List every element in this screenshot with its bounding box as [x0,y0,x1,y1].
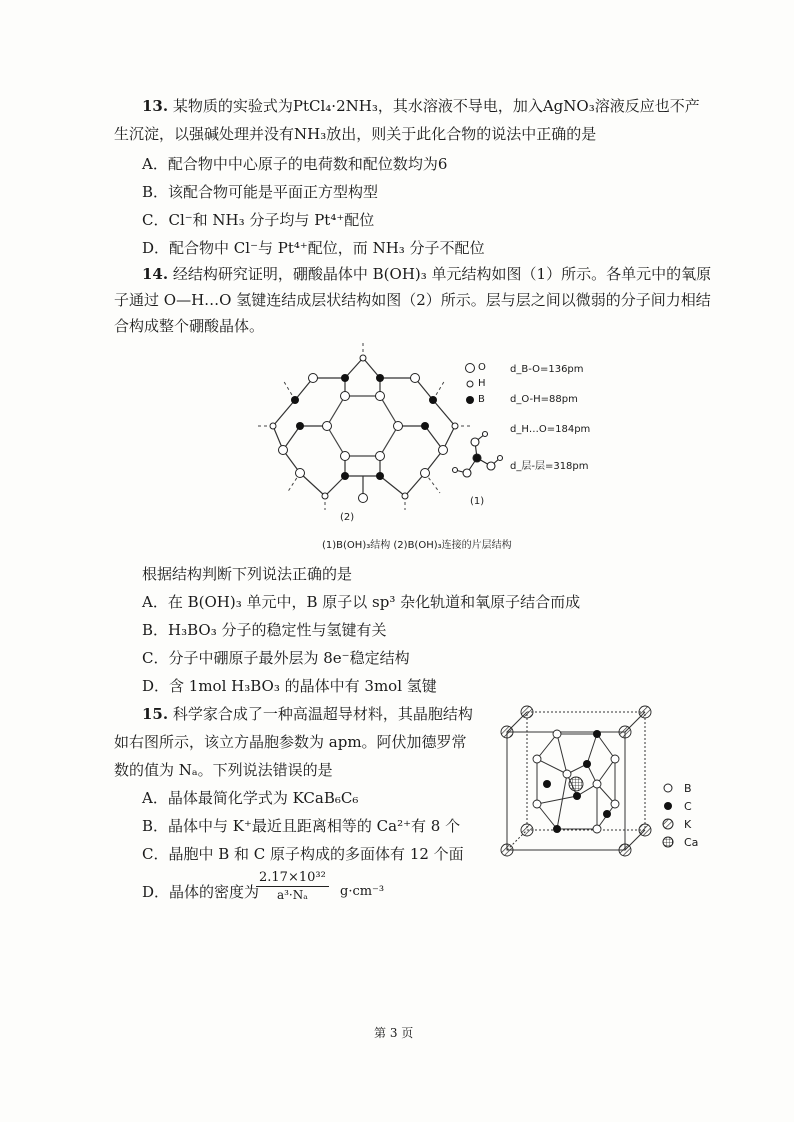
q14-option-d: D．含 1mol H₃BO₃ 的晶体中有 3mol 氢键 [142,677,437,695]
fraction-numerator: 2.17×10³² [256,870,329,887]
legend-label-b: B [478,394,485,405]
fraction-denominator: a³·Nₐ [276,888,308,902]
q15-number: 15. [142,705,169,723]
q14-option-a: A．在 B(OH)₃ 单元中，B 原子以 sp³ 杂化轨道和氧原子结合而成 [142,593,581,611]
distance-o-h: d_O-H=88pm [510,394,578,405]
legend-label-o: O [478,362,486,373]
q15-density-fraction [256,870,329,903]
distance-b-o: d_B-O=136pm [510,364,584,375]
figure-label-1: (1) [470,496,485,507]
crystal-legend-b: B [684,782,692,795]
q14-stem-line1: 14. 经结构研究证明，硼酸晶体中 B(OH)₃ 单元结构如图（1）所示。各单元中的氧原 [142,265,712,283]
q13-option-b: B．该配合物可能是平面正方型构型 [142,183,379,201]
q13-option-d: D．配合物中 Cl⁻与 Pt⁴⁺配位，而 NH₃ 分子不配位 [142,239,485,257]
q13-option-a: A．配合物中中心原子的电荷数和配位数均为6 [142,155,448,173]
q14-option-c: C．分子中硼原子最外层为 8e⁻稳定结构 [142,649,410,667]
crystal-legend-k: K [684,818,692,831]
q13-stem-line1: 13. 某物质的实验式为PtCl₄·2NH₃，其水溶液不导电，加入AgNO₃溶液反应也不产 [142,97,700,115]
q14-stem-line3: 合构成整个硼酸晶体。 [114,317,265,335]
q15-stem-line1: 15. 科学家合成了一种高温超导材料，其晶胞结构 [142,705,473,723]
crystal-cell-figure [497,704,657,864]
q15-stem-line3: 数的值为 Nₐ。下列说法错误的是 [114,761,333,779]
distance-layer: d_层-层=318pm [510,461,589,472]
boric-acid-unit-diagram [453,432,503,478]
q15-stem-line2: 如右图所示，该立方晶胞参数为 apm。阿伏加德罗常 [114,733,467,751]
q14-number: 14. [142,265,169,283]
q15-option-b: B．晶体中与 K⁺最近且距离相等的 Ca²⁺有 8 个 [142,817,461,835]
q15-density-unit: g·cm⁻³ [340,884,385,899]
q15-option-c: C．晶胞中 B 和 C 原子构成的多面体有 12 个面 [142,845,464,863]
crystal-legend-ca: Ca [684,836,699,849]
q14-lead: 根据结构判断下列说法正确的是 [142,565,353,583]
q13-option-c: C．Cl⁻和 NH₃ 分子均与 Pt⁴⁺配位 [142,211,375,229]
figure-label-2: (2) [340,512,355,523]
q14-option-b: B．H₃BO₃ 分子的稳定性与氢键有关 [142,621,387,639]
figure-caption: (1)B(OH)₃结构 (2)B(OH)₃连接的片层结构 [322,540,512,551]
crystal-legend [660,782,680,852]
q15-option-a: A．晶体最简化学式为 KCaB₆C₆ [142,789,359,807]
page-number: 第 3 页 [374,1026,414,1040]
q15-option-d-prefix: D．晶体的密度为 [142,883,260,901]
q13-number: 13. [142,97,169,115]
legend-label-h: H [478,378,486,389]
boric-acid-legend [466,364,475,405]
q14-stem-line2: 子通过 O—H…O 氢键连结成层状结构如图（2）所示。层与层之间以微弱的分子间力相结 [114,291,711,309]
distance-h-o: d_H…O=184pm [510,424,591,435]
crystal-legend-c: C [684,800,692,813]
q13-stem-line2: 生沉淀，以强碱处理并没有NH₃放出，则关于此化合物的说法中正确的是 [114,125,597,143]
